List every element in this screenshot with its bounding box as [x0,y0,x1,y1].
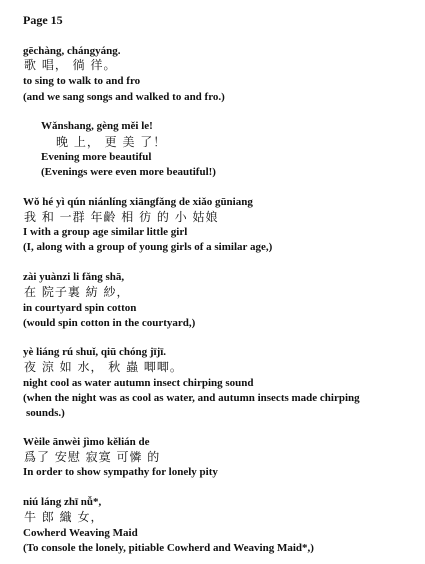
gloss-line: Cowherd Weaving Maid [23,527,138,539]
gloss-line: In order to show sympathy for lonely pity [23,466,218,478]
translation-line: (Evenings were even more beautiful!) [41,166,216,178]
chinese-line: 夜 涼 如 水， 秋 蟲 唧唧。 [24,360,183,374]
translation-line: (when the night was as cool as water, and autumn insects made chirping [23,392,360,404]
translation-line: (and we sang songs and walked to and fro.) [23,91,225,103]
translation-line: (would spin cotton in the courtyard,) [23,317,196,329]
translation-line: (I, along with a group of young girls of a similar age,) [23,241,273,253]
gloss-line: Evening more beautiful [41,151,152,163]
chinese-line: 我 和 一群 年齡 相 彷 的 小 姑娘 [24,210,219,224]
pinyin-line: Wǒ hé yì qún niánlíng xiāngfǎng de xiǎo gūniang [23,196,253,208]
chinese-line: 牛 郎 織 女， [24,510,104,524]
chinese-line: 晚 上， 更 美 了！ [56,135,167,149]
pinyin-line: Wǎnshang, gèng měi le! [41,120,153,132]
pinyin-line: Wèile ānwèi jìmo kělián de [23,436,150,448]
pinyin-line: zài yuànzi li fǎng shā, [23,271,125,283]
gloss-line: in courtyard spin cotton [23,302,137,314]
chinese-line: 爲了 安慰 寂寞 可憐 的 [24,450,161,464]
pinyin-line: niú láng zhī nǚ*, [23,496,102,508]
gloss-line: night cool as water autumn insect chirping sound [23,377,254,389]
pinyin-line: yè liáng rú shuǐ, qiū chóng jījī. [23,346,167,358]
pinyin-line: gēchàng, chángyáng. [23,45,121,57]
page-number: Page 15 [23,13,63,27]
chinese-line: 在 院子裏 紡 紗， [24,285,130,299]
chinese-line: 歌 唱， 徜 徉。 [24,58,117,72]
translation-line: (To console the lonely, pitiable Cowherd and Weaving Maid*,) [23,542,314,554]
gloss-line: I with a group age similar little girl [23,226,188,238]
translation-line-continued: sounds.) [26,407,65,419]
gloss-line: to sing to walk to and fro [23,75,141,87]
